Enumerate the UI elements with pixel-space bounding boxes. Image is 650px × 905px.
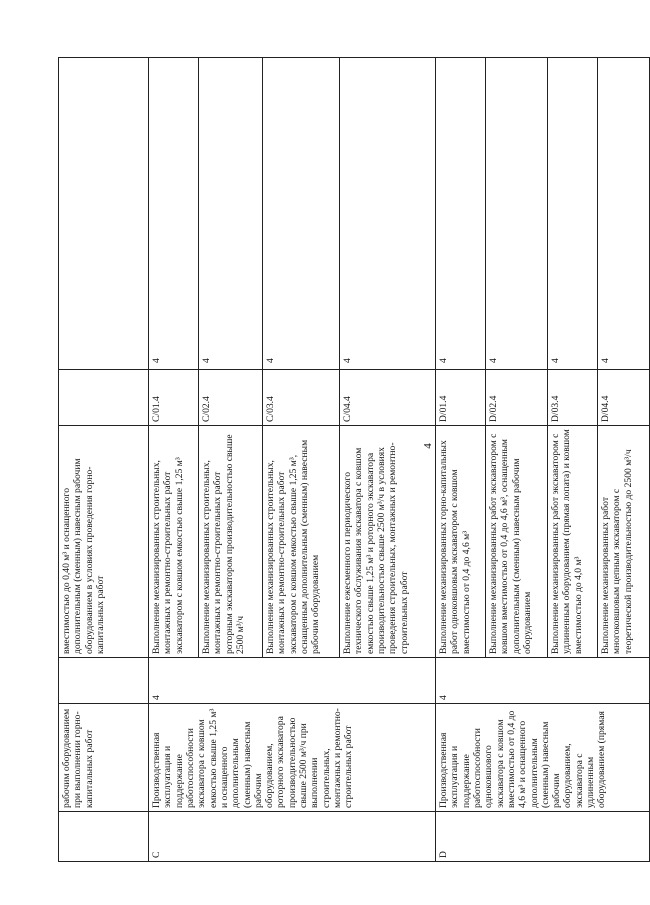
task-code-cell: C/02.4: [199, 370, 263, 426]
task-name-cell: Выполнение механизированных строительных, монтажных и ремонтно-строительных работ экскаватором с ковшом емкостью свыше 1,25 м³: [149, 426, 199, 658]
task-code-cell: D/01.4: [436, 370, 486, 426]
task-code-cell: C/01.4: [149, 370, 199, 426]
task-name-cell: Выполнение механизированных строительных, монтажных и ремонтно-строительных работ экскаватором с ковшом емкостью свыше 1,25 м³, оснащенным дополнительным (сменным) навесным рабочим оборудованием: [263, 426, 340, 658]
rotated-table-container: [58, 58, 634, 862]
task-name-cell: Выполнение механизированных работ многоковшовым цепным экскаватором с теоретической производительностью до 2500 м³/ч: [598, 426, 650, 658]
task-code-cell: D/03.4: [548, 370, 598, 426]
letter-cell: [59, 812, 149, 862]
task-name-cell: Выполнение ежесменного и периодического технического обслуживания экскаватора с ковшом емкостью свыше 1,25 м³ и роторного экскаватора производительностью свыше 2500 м³/ч в условиях проведения строительных, монтажных и ремонтно-строительных работ: [340, 426, 436, 658]
task-level-cell: 4: [486, 58, 548, 370]
task-code-cell: [59, 370, 149, 426]
group-name-cell: Производственная эксплуатация и поддержание работоспособности экскаватора с ковшом емкостью свыше 1,25 м³ и оснащенного дополнительным (сменным) навесным рабочим оборудованием, роторного экскаватора производительностью свыше 2500 м³/ч при выполнении строительных, монтажных и ремонтно-строительных работ: [149, 704, 436, 812]
group-letter-cell: D: [436, 812, 650, 862]
function-name-cell: рабочим оборудованием при выполнении горно-капитальных работ: [59, 704, 149, 812]
task-level-cell: 4: [548, 58, 598, 370]
task-level-cell: 4: [149, 58, 199, 370]
task-name-cell: Выполнение механизированных горно-капитальных работ одноковшовым экскаватором с ковшом вместимостью от 0,4 до 4,6 м³: [436, 426, 486, 658]
group-letter-cell: C: [149, 812, 436, 862]
level-cell: [59, 658, 149, 704]
task-level-cell: 4: [340, 58, 436, 370]
task-code-cell: C/04.4: [340, 370, 436, 426]
table-row: [149, 58, 199, 862]
functions-table: [58, 57, 650, 862]
task-name-cell: вместимостью до 0,40 м³ и оснащенного дополнительным (сменным) навесным рабочим оборудованием в условиях проведения горно-капитальных работ: [59, 426, 149, 658]
task-name-cell: Выполнение механизированных работ экскаватором с ковшом вместимостью от 0,4 до 4,6 м³, оснащенным дополнительным (сменным) навесным рабочим оборудованием: [486, 426, 548, 658]
document-stage: [58, 58, 634, 862]
table-row: [436, 58, 486, 862]
task-code-cell: D/02.4: [486, 370, 548, 426]
task-code-cell: D/04.4: [598, 370, 650, 426]
task-name-cell: Выполнение механизированных строительных, монтажных и ремонтно-строительных работ роторным экскаватором производительностью свыше 2500 м³/ч: [199, 426, 263, 658]
page-number: 4: [421, 443, 434, 449]
table-row: [59, 58, 149, 862]
group-level-cell: 4: [149, 658, 436, 704]
task-name-cell: Выполнение механизированных работ экскаватором с удлиненным оборудованием (прямая лопата) и ковшом вместимостью до 4,0 м³: [548, 426, 598, 658]
task-level-cell: [59, 58, 149, 370]
task-level-cell: 4: [263, 58, 340, 370]
task-level-cell: 4: [199, 58, 263, 370]
task-level-cell: 4: [598, 58, 650, 370]
group-name-cell: Производственная эксплуатация и поддержание работоспособности одноковшового экскаватора с ковшом вместимостью от 0,4 до 4,6 м³ и оснащенного дополнительным (сменным) навесным рабочим оборудованием, экскаватора с удлиненным оборудованием (прямая: [436, 704, 650, 812]
task-level-cell: 4: [436, 58, 486, 370]
task-code-cell: C/03.4: [263, 370, 340, 426]
group-level-cell: 4: [436, 658, 650, 704]
